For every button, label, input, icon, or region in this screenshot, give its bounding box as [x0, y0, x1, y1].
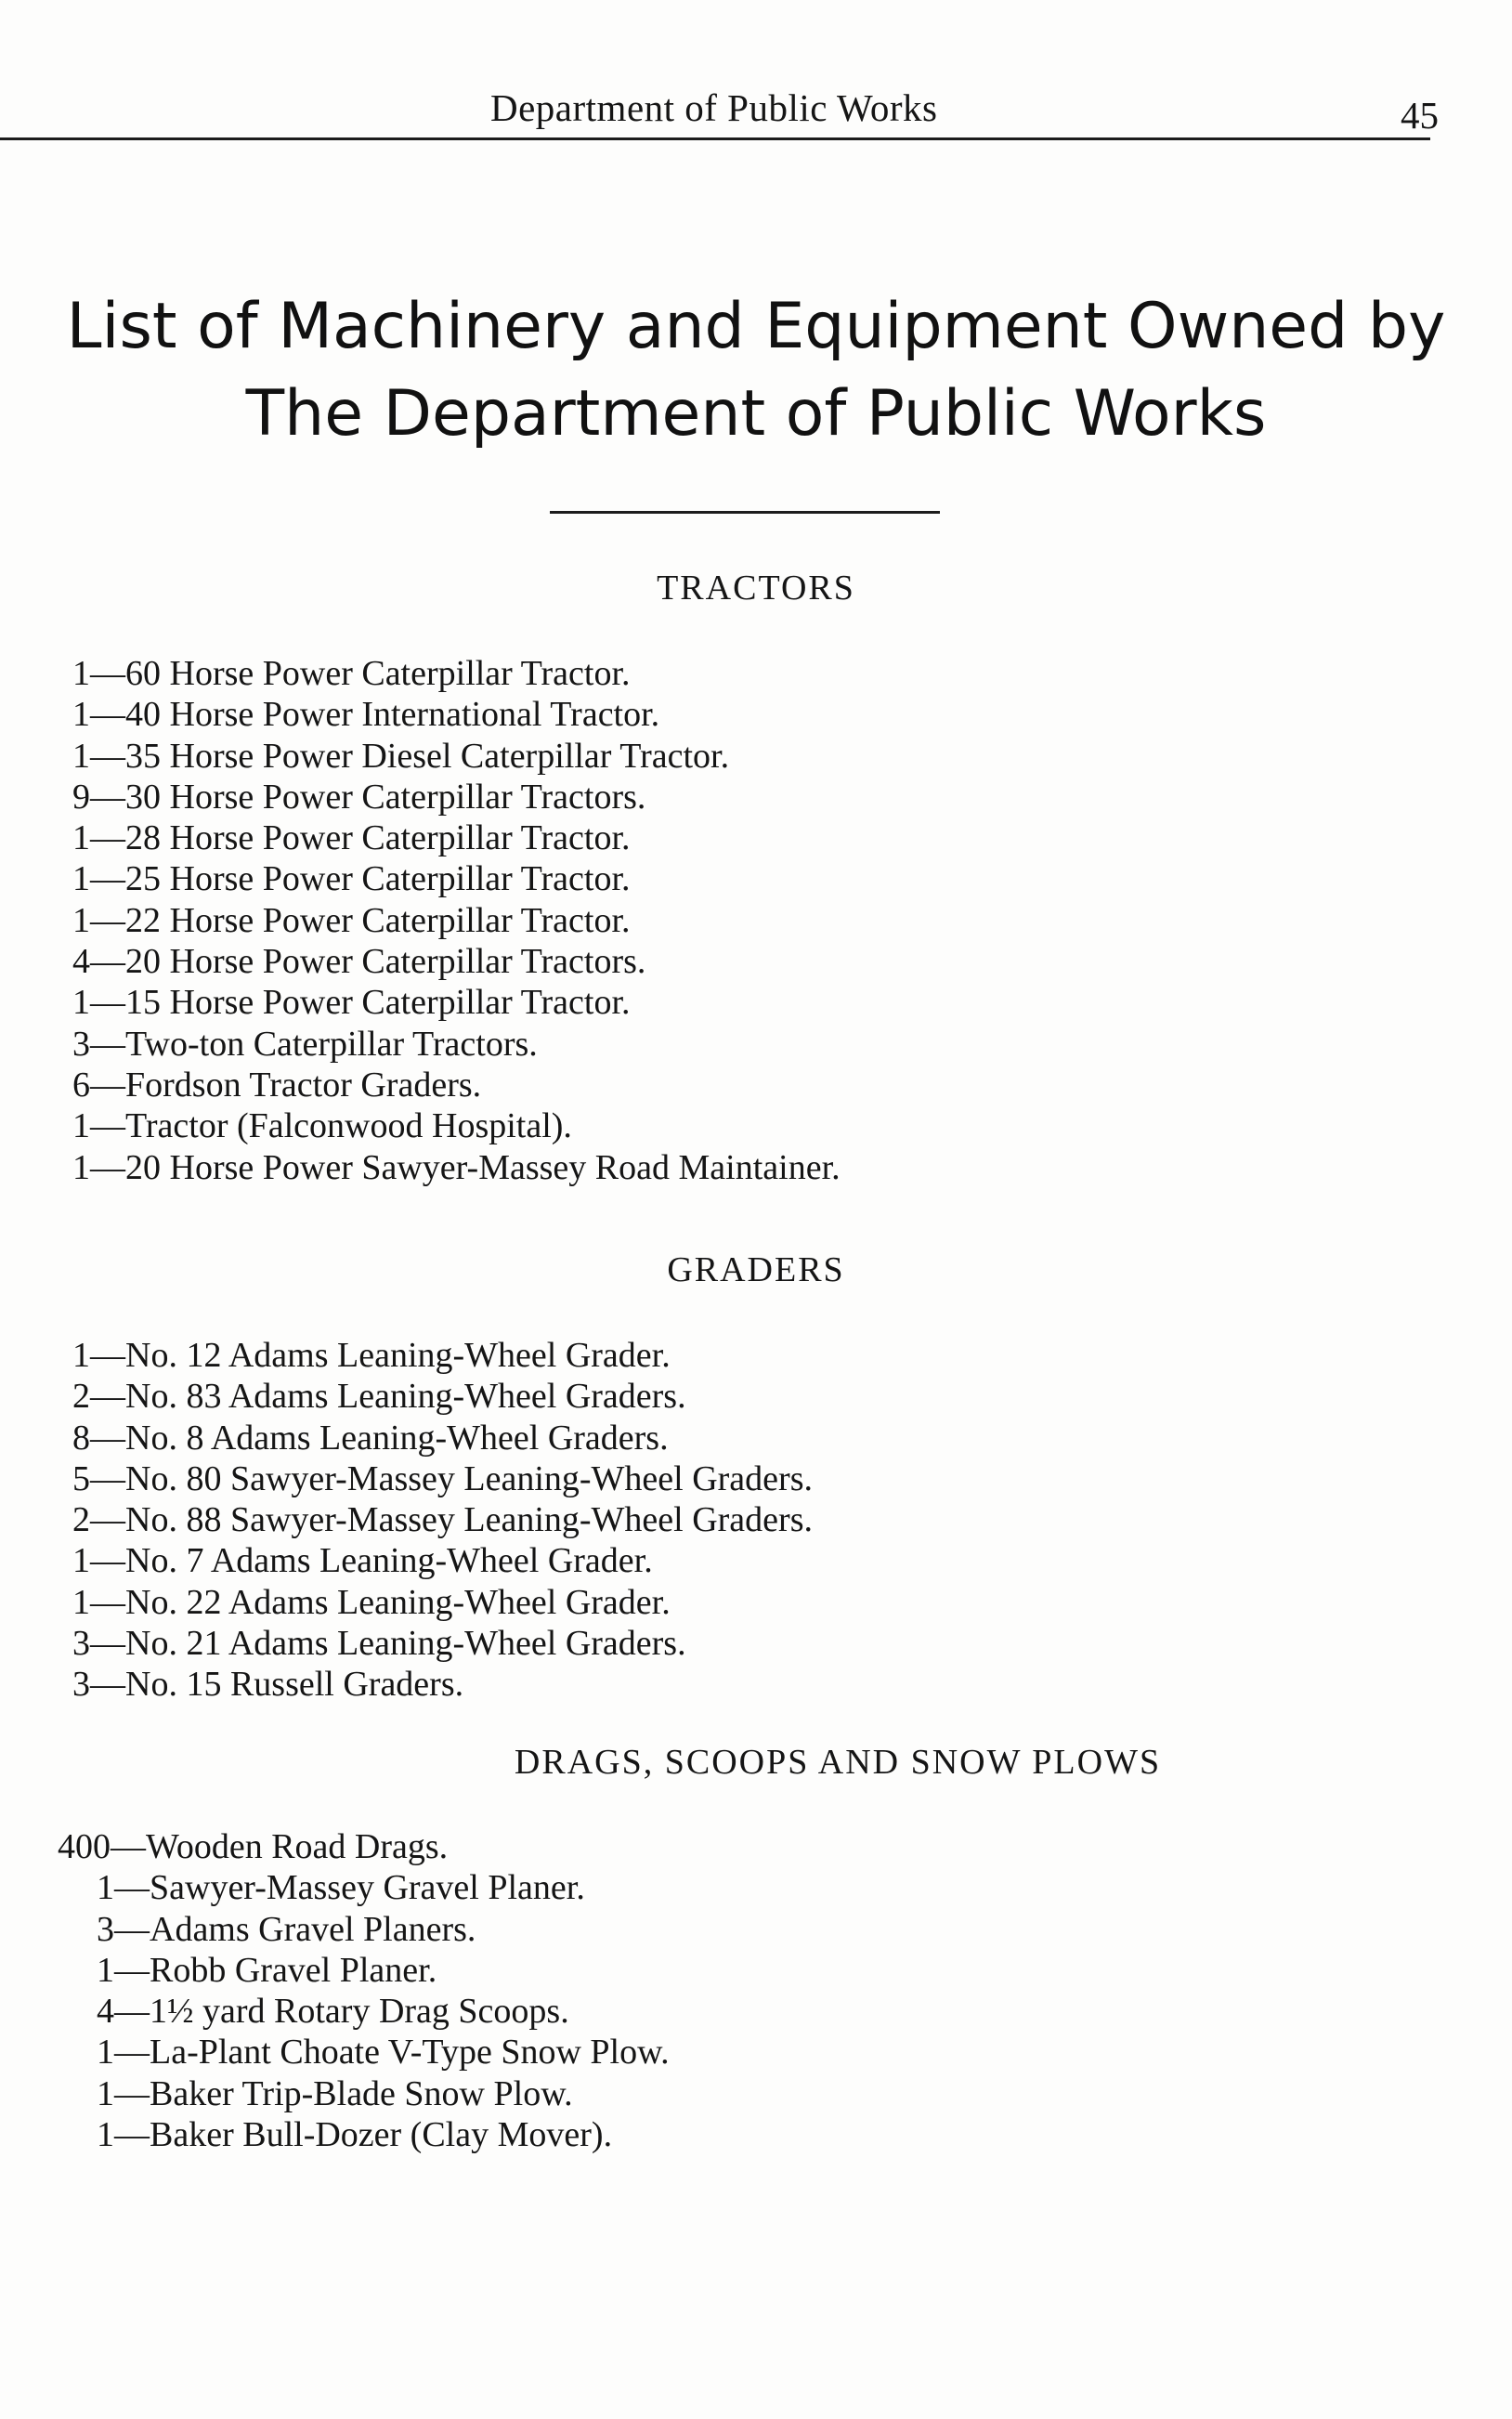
list-item: 3—No. 21 Adams Leaning-Wheel Graders. — [72, 1624, 686, 1664]
list-item: 6—Fordson Tractor Graders. — [72, 1065, 482, 1105]
list-item: 1—La-Plant Choate V-Type Snow Plow. — [97, 2033, 670, 2072]
section-heading-graders: GRADERS — [667, 1250, 845, 1289]
list-item: 4—1½ yard Rotary Drag Scoops. — [97, 1992, 569, 2032]
list-item: 1—Sawyer-Massey Gravel Planer. — [97, 1868, 585, 1908]
list-item: 2—No. 83 Adams Leaning-Wheel Graders. — [72, 1377, 686, 1417]
list-item: 1—No. 22 Adams Leaning-Wheel Grader. — [72, 1582, 671, 1622]
running-title: Department of Public Works — [490, 86, 938, 129]
list-item: 1—Baker Trip-Blade Snow Plow. — [97, 2073, 573, 2113]
section-heading-tractors: TRACTORS — [657, 569, 855, 608]
list-item: 3—Two-ton Caterpillar Tractors. — [72, 1024, 538, 1064]
list-item: 1—Baker Bull-Dozer (Clay Mover). — [97, 2115, 613, 2155]
list-item: 1—Robb Gravel Planer. — [97, 1950, 437, 1990]
list-item: 400—Wooden Road Drags. — [58, 1827, 449, 1866]
document-title-line-2: The Department of Public Works — [245, 377, 1267, 451]
list-item: 1—22 Horse Power Caterpillar Tractor. — [72, 900, 631, 940]
list-item: 3—Adams Gravel Planers. — [97, 1909, 476, 1949]
list-item: 1—25 Horse Power Caterpillar Tractor. — [72, 859, 631, 899]
list-item: 1—28 Horse Power Caterpillar Tractor. — [72, 818, 631, 858]
list-item: 1—Tractor (Falconwood Hospital). — [72, 1106, 572, 1146]
list-item: 1—15 Horse Power Caterpillar Tractor. — [72, 983, 631, 1023]
title-rule — [550, 511, 940, 514]
list-item: 4—20 Horse Power Caterpillar Tractors. — [72, 942, 646, 982]
tractors-list — [72, 653, 841, 1188]
list-item: 9—30 Horse Power Caterpillar Tractors. — [72, 777, 646, 817]
list-item: 1—60 Horse Power Caterpillar Tractor. — [72, 654, 631, 693]
page-number: 45 — [1401, 94, 1439, 137]
list-item: 1—35 Horse Power Diesel Caterpillar Tractor. — [72, 736, 730, 776]
list-item: 1—20 Horse Power Sawyer-Massey Road Maintainer. — [72, 1147, 841, 1187]
section-heading-drags-scoops-snow-plows: DRAGS, SCOOPS AND SNOW PLOWS — [514, 1743, 1162, 1782]
list-item: 3—No. 15 Russell Graders. — [72, 1665, 464, 1705]
list-item: 5—No. 80 Sawyer-Massey Leaning-Wheel Graders. — [72, 1458, 813, 1498]
drags-scoops-snow-plows-list — [58, 1826, 670, 2155]
document-title-line-1: List of Machinery and Equipment Owned by — [66, 290, 1446, 363]
graders-list — [72, 1335, 813, 1706]
header-rule — [0, 137, 1430, 140]
list-item: 1—No. 7 Adams Leaning-Wheel Grader. — [72, 1541, 653, 1581]
list-item: 1—No. 12 Adams Leaning-Wheel Grader. — [72, 1336, 671, 1375]
list-item: 8—No. 8 Adams Leaning-Wheel Graders. — [72, 1418, 669, 1458]
page-header — [0, 85, 1512, 141]
list-item: 1—40 Horse Power International Tractor. — [72, 695, 660, 735]
list-item: 2—No. 88 Sawyer-Massey Leaning-Wheel Graders. — [72, 1500, 813, 1540]
